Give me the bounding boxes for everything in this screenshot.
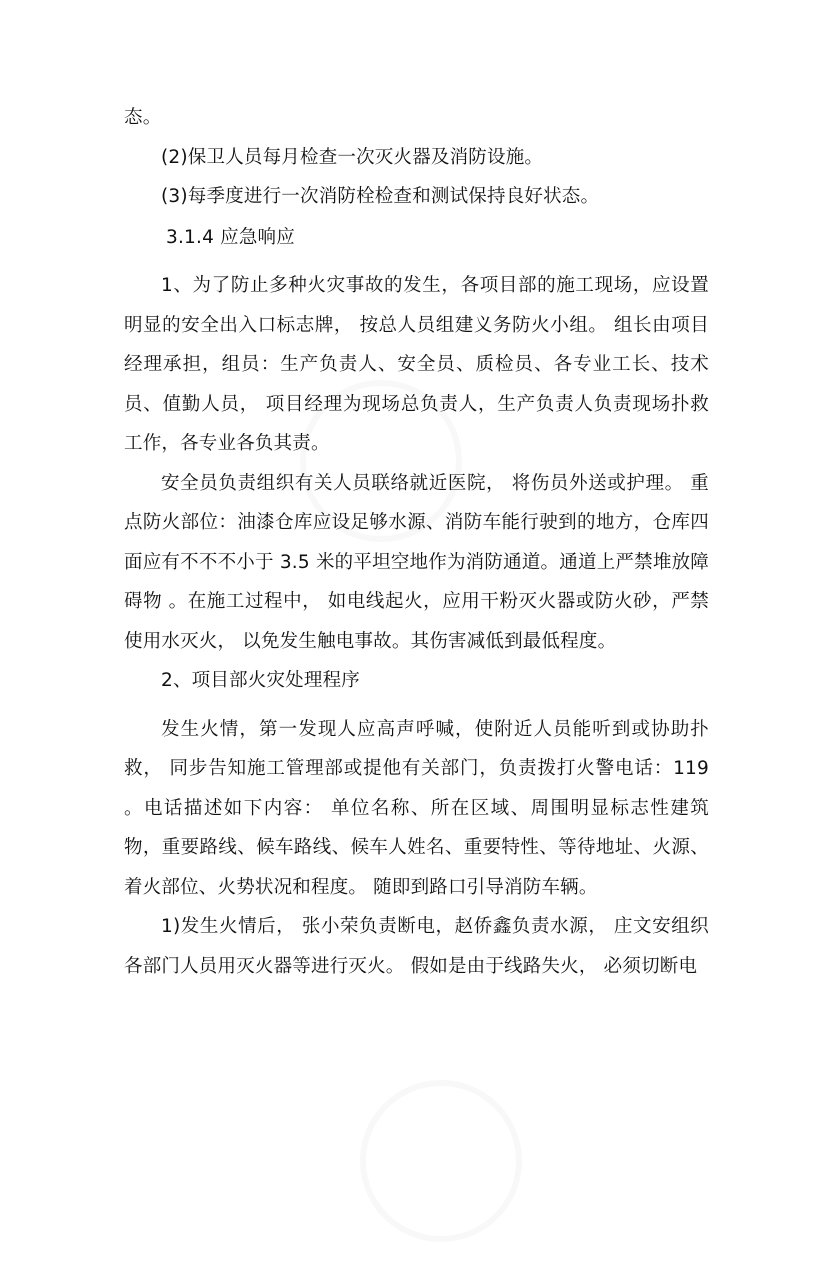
paragraph-item-3: (3)每季度进行一次消防栓检查和测试保持良好状态。 bbox=[161, 186, 600, 207]
watermark-seal-bottom bbox=[330, 1050, 551, 1271]
paragraph-fire-discovery: 发生火情，第一发现人应高声呼喊，使附近人员能听到或协助扑救， 同步告知施工管理部或提他有关部门，负责拨打火警电话：119 。电话描述如下内容： 单位名称、所在区域、周围明显标志性建筑物，重要路线、候车路线、候车人姓名、重要特性、等待地址、火源、 着火部位、火势状况和程度。 随即到路口引导消防车辆。 bbox=[124, 718, 709, 898]
document-body bbox=[124, 98, 709, 986]
paragraph-item-2: (2)保卫人员每月检查一次灭火器及消防设施。 bbox=[161, 146, 544, 168]
paragraph-procedure-heading: 2、项目部火灾处理程序 bbox=[161, 670, 360, 691]
paragraph-fire-prevention: 1、为了防止多种火灾事故的发生，各项目部的施工现场，应设置明显的安全出入口标志牌， 按总人员组建义务防火小组。 组长由项目经理承担，组员：生产负责人、安全员、质检员、各专业工长、技术员、值勤人员， 项目经理为现场总负责人，生产负责人负责现场扑救工作，各专业各负其责。 bbox=[124, 275, 709, 454]
paragraph-after-fire: 1)发生火情后， 张小荣负责断电，赵侨鑫负责水源， 庄文安组织各部门人员用灭火器等进行灭火。 假如是由于线路失火， 必须切断电 bbox=[124, 916, 709, 977]
section-heading: 3.1.4 应急响应 bbox=[166, 226, 295, 248]
paragraph-safety-officer: 安全员负责组织有关人员联络就近医院， 将伤员外送或护理。 重点防火部位：油漆仓库应设足够水源、消防车能行驶到的地方，仓库四面应有不不不小于 3.5 米的平坦空地作为消防通道。通道上严禁堆放障碍物 。在施工过程中， 如电线起火，应用干粉灭火器或防火砂，严禁使用水灭火， 以免发生触电事故。其伤害减低到最低程度。 bbox=[124, 472, 709, 652]
paragraph-continuation: 态。 bbox=[124, 107, 162, 128]
